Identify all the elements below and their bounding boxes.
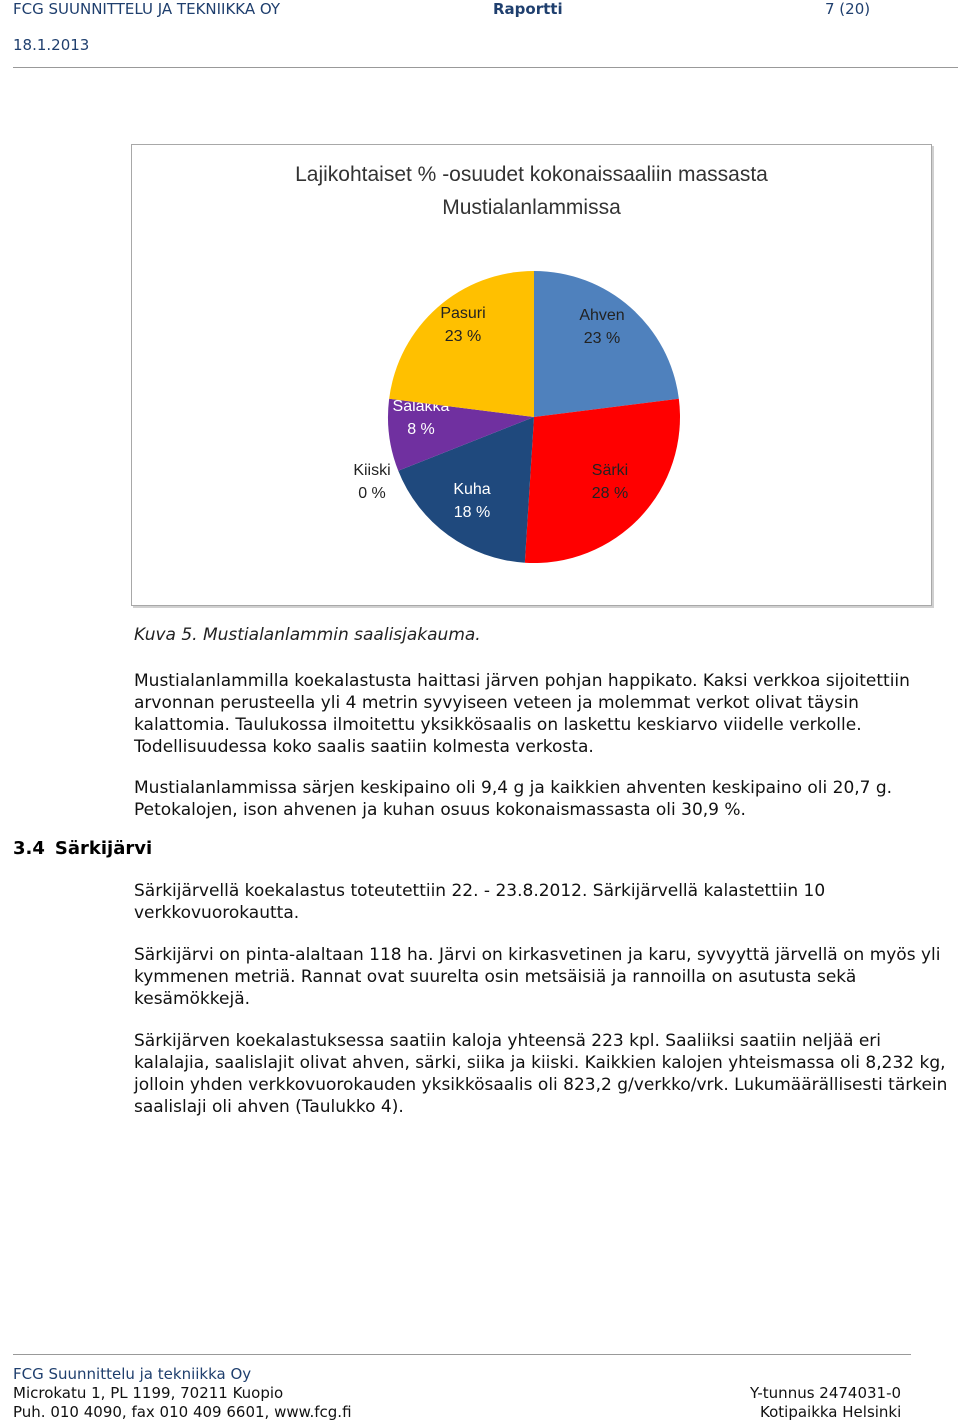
pie-label-kiiski: Kiiski [353, 462, 391, 479]
section-heading [13, 838, 152, 859]
section-title: Särkijärvi [54, 838, 153, 859]
footer-company: FCG Suunnittelu ja tekniikka Oy [13, 1365, 252, 1383]
pie-value-kuha: 18 % [453, 504, 491, 521]
pie-label-pasuri: Pasuri [440, 305, 486, 322]
footer-domicile: Kotipaikka Helsinki [760, 1403, 902, 1421]
header-date: 18.1.2013 [13, 36, 90, 54]
paragraph-saalis: Särkijärven koekalastuksessa saatiin kaloja yhteensä 223 kpl. Saaliiksi saatiin neljää eri kalalajia, saalislajit olivat ahven, särki, siika ja kiiski. Kaikkien kalojen yhteismassa oli 8,232 kg, jolloin yhden verkkovuorokauden yksikkösaalis oli 823,2 g/verkko/vrk. Lukumäärällisesti tärkein saalislaji oli ahven (Taulukko 4). [134, 1031, 948, 1117]
footer-address: Microkatu 1, PL 1199, 70211 Kuopio [13, 1384, 284, 1402]
pie-slice-sarki [525, 399, 680, 563]
footer-business-id: Y-tunnus 2474031-0 [750, 1384, 902, 1402]
pie-value-ahven: 23 % [583, 330, 621, 347]
paragraph-koekalastus: Särkijärvellä koekalastus toteutettiin 22. - 23.8.2012. Särkijärvellä kalastettiin 10 verkkovuorokautta. [134, 881, 826, 923]
header-doc-type: Raportti [493, 0, 563, 18]
pie-chart [131, 144, 932, 606]
pie-label-salakka: Salakka [392, 398, 450, 415]
pie-value-pasuri: 23 % [444, 328, 482, 345]
paragraph-keskipaino: Mustialanlammissa särjen keskipaino oli 9,4 g ja kaikkien ahventen keskipaino oli 20,7 g. Petokalojen, ison ahvenen ja kuhan osuus kokonaismassasta oli 30,9 %. [134, 778, 893, 820]
pie-label-sarki: Särki [591, 462, 629, 479]
pie-value-salakka: 8 % [407, 421, 435, 438]
pie-svg [132, 145, 931, 605]
chart-title-line2: Mustialanlammissa [442, 196, 621, 219]
section-number: 3.4 [13, 838, 45, 859]
pie-label-ahven: Ahven [579, 307, 625, 324]
pie-value-kiiski: 0 % [358, 485, 386, 502]
footer-contact: Puh. 010 4090, fax 010 409 6601, www.fcg.fi [13, 1403, 352, 1421]
paragraph-happikato: Mustialanlammilla koekalastusta haittasi järven pohjan happikato. Kaksi verkkoa sijoitettiin arvonnan perusteella yli 4 metrin syvyiseen veteen ja molemmat verkot olivat täysin kalattomia. Taulukossa ilmoitettu yksikkösaalis on laskettu keskiarvo viidelle verkolle. Todellisuudessa koko saalis saatiin kolmesta verkosta. [134, 671, 910, 757]
header-company: FCG SUUNNITTELU JA TEKNIIKKA OY [13, 0, 281, 18]
paragraph-pinta-ala: Särkijärvi on pinta-alaltaan 118 ha. Järvi on kirkasvetinen ja karu, syvyyttä järvellä on myös yli kymmenen metriä. Rannat ovat suurelta osin metsäisiä ja rannoilla on asutusta sekä kesämökkejä. [134, 945, 941, 1009]
pie-value-sarki: 28 % [591, 485, 629, 502]
pie-label-kuha: Kuha [453, 481, 491, 498]
header-page-number: 7 (20) [825, 0, 871, 18]
footer-divider [13, 1354, 911, 1355]
chart-title-line1: Lajikohtaiset % -osuudet kokonaissaaliin massasta [295, 163, 768, 186]
header-divider [13, 67, 958, 68]
figure-caption: Kuva 5. Mustialanlammin saalisjakauma. [134, 625, 481, 645]
